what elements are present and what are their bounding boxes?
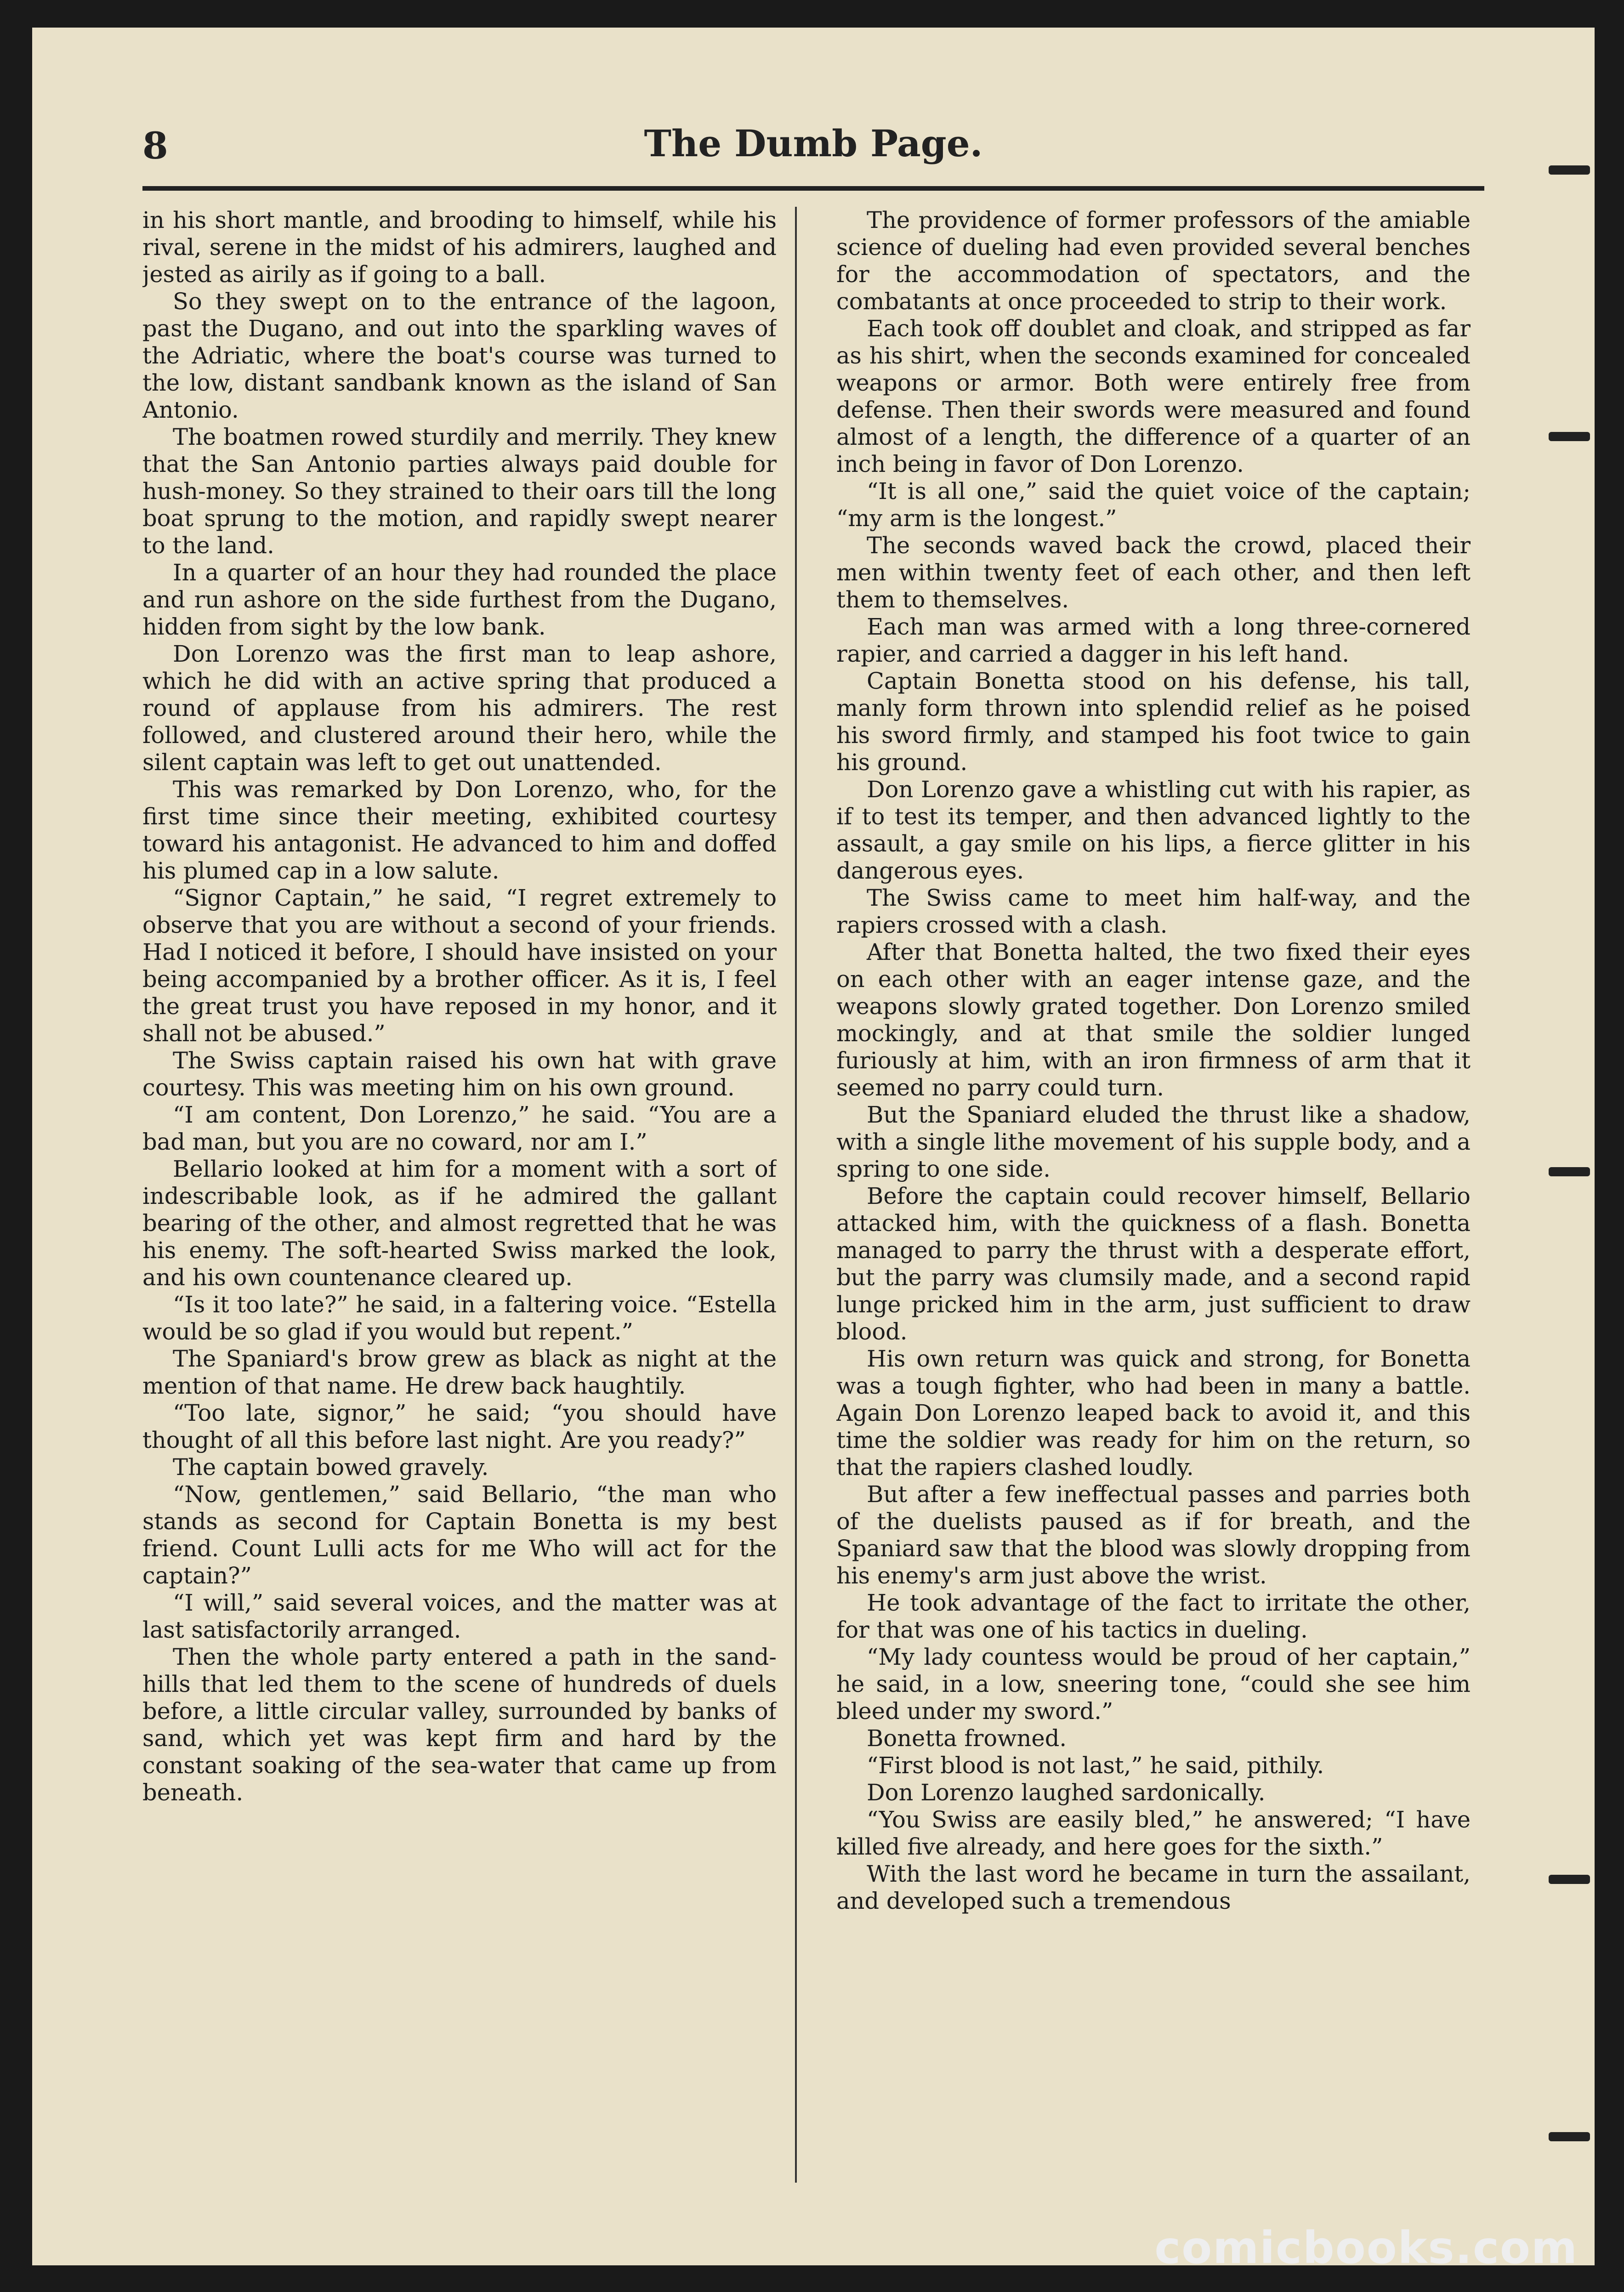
page-number: 8 [142, 124, 168, 167]
paragraph: The Swiss captain raised his own hat with grave courtesy. This was meeting him on his own ground. [142, 1047, 777, 1101]
paragraph: Each man was armed with a long three-cornered rapier, and carried a dagger in his left hand. [836, 613, 1471, 667]
paragraph: Don Lorenzo laughed sardonically. [867, 1779, 1266, 1806]
paragraph: But after a few ineffectual passes and parries both of the duelists paused as if for breath, and the Spaniard saw that the blood was slowly dropping from his enemy's arm just above the wrist. [836, 1481, 1471, 1589]
header-rule [142, 186, 1484, 191]
staple-mark [1549, 432, 1590, 441]
paragraph: “I am content, Don Lorenzo,” he said. “You are a bad man, but you are no coward, nor am I.” [142, 1101, 777, 1155]
paragraph: So they swept on to the entrance of the lagoon, past the Dugano, and out into the sparkling waves of the Adriatic, where the boat's course was turned to the low, distant sandbank known as the island of San Antonio. [142, 288, 777, 423]
paragraph: “Now, gentlemen,” said Bellario, “the man who stands as second for Captain Bonetta is my best friend. Count Lulli acts for me Who will act for the captain?” [142, 1481, 777, 1589]
staple-mark [1549, 165, 1590, 175]
paragraph: But the Spaniard eluded the thrust like a shadow, with a single lithe movement of his supple body, and a spring to one side. [836, 1101, 1471, 1182]
paragraph: Don Lorenzo was the first man to leap ashore, which he did with an active spring that produced a round of applause from his admirers. The rest followed, and clustered around their hero, while the silent captain was left to get out unattended. [142, 641, 777, 776]
left-column [142, 207, 777, 2183]
staple-mark [1549, 1167, 1590, 1176]
binding-staples [1539, 28, 1595, 2265]
paragraph: “You Swiss are easily bled,” he answered; “I have killed five already, and here goes for the sixth.” [836, 1806, 1471, 1860]
staple-mark [1549, 2132, 1590, 2141]
paragraph: Captain Bonetta stood on his defense, his tall, manly form thrown into splendid relief as he poised his sword firmly, and stamped his foot twice to gain his ground. [836, 668, 1471, 776]
paragraph: With the last word he became in turn the assailant, and developed such a tremendous [836, 1861, 1471, 1914]
paragraph: He took advantage of the fact to irritate the other, for that was one of his tactics in dueling. [836, 1589, 1471, 1643]
paragraph: The seconds waved back the crowd, placed their men within twenty feet of each other, and then left them to themselves. [836, 532, 1471, 613]
paragraph: “Too late, signor,” he said; “you should have thought of all this before last night. Are you ready?” [142, 1400, 777, 1453]
staple-mark [1549, 1875, 1590, 1884]
paragraph: The Swiss came to meet him half-way, and the rapiers crossed with a clash. [836, 885, 1471, 938]
paragraph: in his short mantle, and brooding to himself, while his rival, serene in the midst of his admirers, laughed and jested as airily as if going to a ball. [142, 207, 777, 288]
paragraph: The captain bowed gravely. [173, 1454, 489, 1481]
paragraph: “First blood is not last,” he said, pithily. [867, 1752, 1324, 1779]
site-watermark: comicbooks.com [1154, 2222, 1578, 2274]
paragraph: “Signor Captain,” he said, “I regret extremely to observe that you are without a second of your friends. Had I noticed it before, I should have insisted on your being accompanied by a brother officer. As it is, I feel the great trust you have reposed in my honor, and it shall not be abused.” [142, 885, 777, 1047]
paragraph: His own return was quick and strong, for Bonetta was a tough fighter, who had been in many a battle. Again Don Lorenzo leaped back to avoid it, and this time the soldier was ready for him on the return, so that the rapiers clashed loudly. [836, 1345, 1471, 1481]
paragraph: Each took off doublet and cloak, and stripped as far as his shirt, when the seconds examined for concealed weapons or armor. Both were entirely free from defense. Then their swords were measured and found almost of a length, the difference of a quarter of an inch being in favor of Don Lorenzo. [836, 315, 1471, 477]
right-column [836, 207, 1471, 2183]
paragraph: “Is it too late?” he said, in a faltering voice. “Estella would be so glad if you would but repent.” [142, 1291, 777, 1345]
paragraph: After that Bonetta halted, the two fixed their eyes on each other with an eager intense gaze, and the weapons slowly grated together. Don Lorenzo smiled mockingly, and at that smile the soldier lunged furiously at him, with an iron firmness of arm that it seemed no parry could turn. [836, 939, 1471, 1101]
paragraph: The Spaniard's brow grew as black as night at the mention of that name. He drew back haughtily. [142, 1345, 777, 1399]
column-divider [795, 207, 797, 2183]
paragraph: “My lady countess would be proud of her captain,” he said, in a low, sneering tone, “could she see him bleed under my sword.” [836, 1644, 1471, 1725]
paragraph: Bellario looked at him for a moment with a sort of indescribable look, as if he admired the gallant bearing of the other, and almost regretted that he was his enemy. The soft-hearted Swiss marked the look, and his own countenance cleared up. [142, 1156, 777, 1291]
book-page [32, 28, 1595, 2265]
paragraph: The boatmen rowed sturdily and merrily. They knew that the San Antonio parties always paid double for hush-money. So they strained to their oars till the long boat sprung to the motion, and rapidly swept nearer to the land. [142, 424, 777, 559]
paragraph: The providence of former professors of the amiable science of dueling had even provided several benches for the accommodation of spectators, and the combatants at once proceeded to strip to their work. [836, 207, 1471, 315]
paragraph: This was remarked by Don Lorenzo, who, for the first time since their meeting, exhibited courtesy toward his antagonist. He advanced to him and doffed his plumed cap in a low salute. [142, 776, 777, 884]
paragraph: “It is all one,” said the quiet voice of the captain; “my arm is the longest.” [836, 478, 1471, 532]
paragraph: Before the captain could recover himself, Bellario attacked him, with the quickness of a flash. Bonetta managed to parry the thrust with a desperate effort, but the parry was clumsily made, and a second rapid lunge pricked him in the arm, just sufficient to draw blood. [836, 1183, 1471, 1345]
paragraph: “I will,” said several voices, and the matter was at last satisfactorily arranged. [142, 1589, 777, 1643]
paragraph: Don Lorenzo gave a whistling cut with his rapier, as if to test its temper, and then advanced lightly to the assault, a gay smile on his lips, a fierce glitter in his dangerous eyes. [836, 776, 1471, 884]
paragraph: Then the whole party entered a path in the sand-hills that led them to the scene of hundreds of duels before, a little circular valley, surrounded by banks of sand, which yet was kept firm and hard by the constant soaking of the sea-water that came up from beneath. [142, 1644, 777, 1806]
running-title: The Dumb Page. [644, 122, 983, 165]
page-header [32, 28, 1595, 202]
paragraph: In a quarter of an hour they had rounded the place and run ashore on the side furthest from the Dugano, hidden from sight by the low bank. [142, 559, 777, 640]
paragraph: Bonetta frowned. [867, 1725, 1067, 1752]
